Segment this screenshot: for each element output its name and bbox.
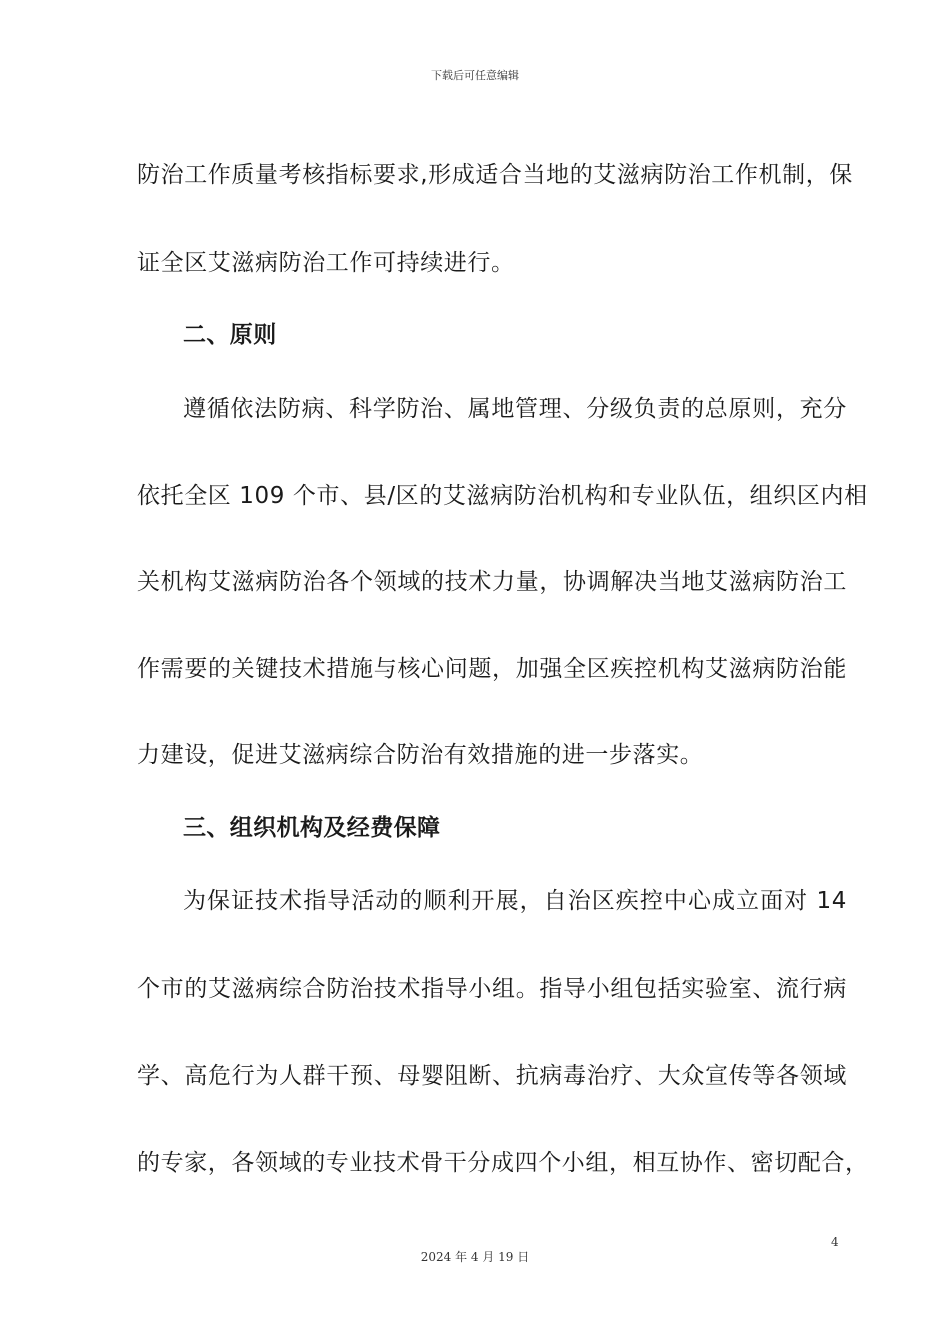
paragraph-line: 依托全区 109 个市、县/区的艾滋病防治机构和专业队伍，组织区内相 (137, 483, 868, 509)
paragraph-line: 遵循依法防病、科学防治、属地管理、分级负责的总原则，充分 (183, 396, 847, 422)
paragraph-line: 作需要的关键技术措施与核心问题，加强全区疾控机构艾滋病防治能 (137, 656, 847, 682)
paragraph-line: 防治工作质量考核指标要求,形成适合当地的艾滋病防治工作机制，保 (137, 162, 853, 188)
paragraph-line: 关机构艾滋病防治各个领域的技术力量，协调解决当地艾滋病防治工 (137, 569, 847, 595)
paragraph-line: 证全区艾滋病防治工作可持续进行。 (137, 250, 515, 276)
paragraph-line: 为保证技术指导活动的顺利开展，自治区疾控中心成立面对 14 (183, 888, 847, 914)
paragraph-line: 力建设，促进艾滋病综合防治有效措施的进一步落实。 (137, 742, 704, 768)
section-heading: 二、原则 (183, 322, 277, 348)
paragraph-line: 的专家，各领域的专业技术骨干分成四个小组，相互协作、密切配合， (137, 1150, 869, 1176)
page-number: 4 (831, 1235, 839, 1249)
paragraph-line: 个市的艾滋病综合防治技术指导小组。指导小组包括实验室、流行病 (137, 976, 847, 1002)
section-heading: 三、组织机构及经费保障 (183, 815, 441, 841)
paragraph-line: 学、高危行为人群干预、母婴阻断、抗病毒治疗、大众宣传等各领域 (137, 1063, 847, 1089)
footer-date: 2024 年 4 月 19 日 (420, 1250, 530, 1264)
page-header: 下载后可任意编辑 (431, 69, 519, 82)
